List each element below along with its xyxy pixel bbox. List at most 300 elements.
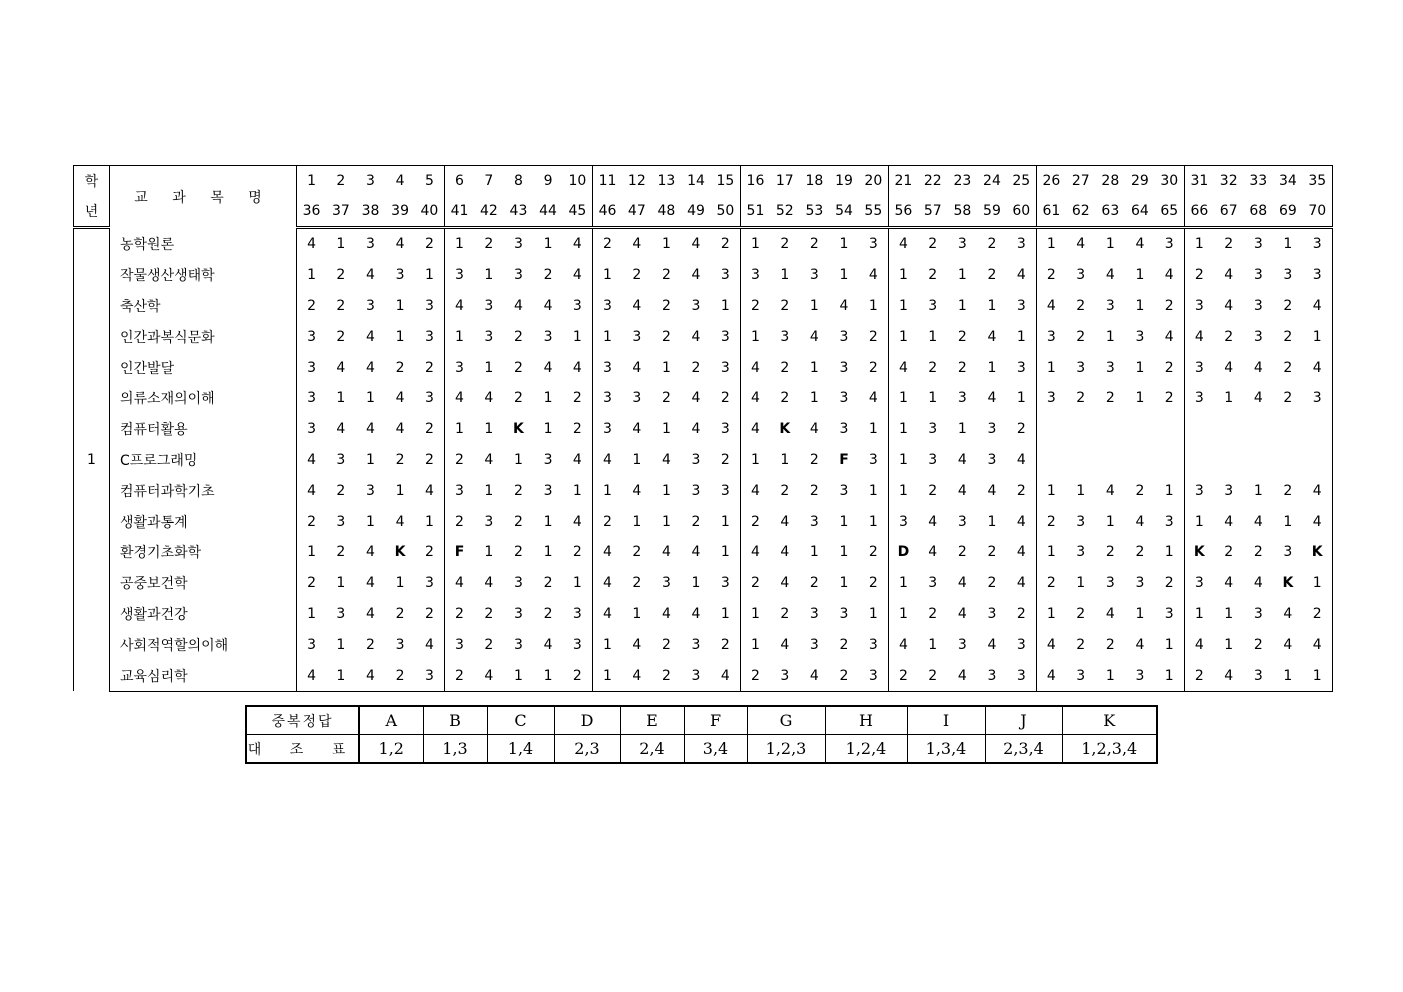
answer-cell: 1 (307, 267, 316, 284)
answer-cell: 3 (1105, 575, 1115, 592)
answer-cell: 1 (484, 359, 494, 376)
answer-cell: 4 (1105, 267, 1115, 284)
subject-name: 의류소재의이해 (110, 383, 297, 414)
answer-cell: 3 (809, 513, 819, 530)
answer-cell: 2 (1283, 390, 1293, 407)
answer-cell: 2 (859, 568, 889, 599)
answer-cell: 2 (652, 660, 682, 691)
answer-cell: 2 (336, 267, 346, 284)
answer-cell: 1 (1046, 359, 1056, 376)
answer-cell: 1 (1194, 236, 1204, 253)
answer-cell: 3 (455, 482, 464, 499)
question-number: 44 (533, 196, 563, 228)
answer-cell: 2 (1283, 328, 1293, 345)
header-row-1 (74, 166, 1333, 197)
answer-cell: 4 (563, 352, 593, 383)
answer-cell: 4 (395, 513, 405, 530)
question-number: 8 (504, 166, 534, 197)
legend-value: 1,2,3,4 (1062, 735, 1157, 764)
answer-cell: 2 (1283, 359, 1293, 376)
answer-cell: 2 (859, 352, 889, 383)
question-number: 28 (1096, 166, 1126, 197)
answer-cell: 4 (632, 421, 642, 438)
answer-cell: 4 (1253, 390, 1263, 407)
answer-cell: 2 (1184, 660, 1214, 691)
answer-cell: 2 (1076, 636, 1086, 653)
answer-cell: 3 (1135, 328, 1145, 345)
question-number: 18 (800, 166, 830, 197)
answer-cell: 2 (661, 390, 671, 407)
answer-cell: 3 (1253, 605, 1263, 622)
answer-cell: 4 (898, 359, 908, 376)
answer-cell: 2 (455, 451, 464, 468)
legend-code: B (423, 706, 487, 735)
answer-cell: 3 (415, 568, 445, 599)
answer-cell: 2 (780, 236, 790, 253)
answer-cell: 2 (513, 359, 523, 376)
answer-cell: 3 (661, 575, 671, 592)
question-number: 56 (888, 196, 918, 228)
answer-cell: 3 (691, 636, 701, 653)
table-row (74, 383, 1333, 414)
question-number: 7 (474, 166, 504, 197)
answer-cell: 2 (1046, 513, 1056, 530)
subject-header: 교 과 목 명 (110, 166, 297, 228)
answer-cell: 3 (603, 297, 612, 314)
answer-cell: 4 (691, 390, 701, 407)
answer-cell: 3 (1007, 352, 1037, 383)
question-number: 31 (1184, 166, 1214, 197)
answer-cell: 3 (1155, 506, 1185, 537)
answer-cell: 1 (928, 328, 938, 345)
answer-cell: 2 (444, 660, 474, 691)
answer-cell: 1 (307, 544, 316, 561)
answer-cell: 2 (888, 660, 918, 691)
answer-cell: 3 (336, 513, 346, 530)
question-number: 11 (592, 166, 622, 197)
answer-cell: 2 (563, 383, 593, 414)
question-number: 55 (859, 196, 889, 228)
answer-cell: 3 (1253, 328, 1263, 345)
answer-cell: 1 (592, 660, 622, 691)
answer-cell: 4 (1155, 321, 1185, 352)
answer-cell: 1 (366, 390, 375, 407)
answer-cell: 2 (987, 267, 997, 284)
answer-cell: 4 (366, 544, 375, 561)
answer-cell: 2 (307, 575, 316, 592)
answer-cell: 2 (415, 537, 445, 568)
answer-cell: 1 (750, 605, 760, 622)
answer-cell: 2 (484, 236, 494, 253)
multiple-answer-legend-table (245, 705, 1158, 764)
answer-cell: 4 (1007, 445, 1037, 476)
answer-cell: 2 (366, 636, 375, 653)
answer-cell: 4 (366, 267, 375, 284)
answer-cell: 4 (484, 451, 494, 468)
answer-cell: 1 (1105, 513, 1115, 530)
answer-cell: 4 (691, 544, 701, 561)
answer-cell: 3 (839, 390, 849, 407)
answer-cell: 4 (1135, 236, 1145, 253)
answer-cell: 2 (711, 383, 741, 414)
answer-cell: 4 (948, 660, 978, 691)
answer-cell: 3 (513, 236, 523, 253)
answer-cell: 4 (957, 605, 967, 622)
answer-cell: 1 (898, 482, 908, 499)
answer-cell: 4 (691, 605, 701, 622)
answer-cell: 4 (750, 544, 760, 561)
answer-cell: 3 (484, 513, 494, 530)
answer-cell: D (897, 544, 910, 561)
answer-cell: 3 (957, 390, 967, 407)
answer-cell: 1 (484, 544, 494, 561)
answer-cell: 3 (1224, 482, 1234, 499)
answer-cell: 3 (839, 421, 849, 438)
answer-cell: 1 (1096, 660, 1126, 691)
table-row (74, 414, 1333, 445)
answer-cell: 1 (1135, 267, 1145, 284)
answer-cell: 3 (1253, 297, 1263, 314)
answer-cell: 4 (1253, 575, 1263, 592)
question-number: 23 (948, 166, 978, 197)
answer-cell: 3 (1066, 660, 1096, 691)
answer-cell: 2 (455, 605, 464, 622)
answer-cell: 2 (928, 267, 938, 284)
answer-cell: 1 (455, 328, 464, 345)
answer-cell: 2 (336, 482, 346, 499)
answer-cell: 2 (1283, 482, 1293, 499)
answer-cell: 3 (1105, 359, 1115, 376)
answer-cell: 4 (1224, 267, 1234, 284)
question-number: 17 (770, 166, 800, 197)
answer-cell: 4 (780, 575, 790, 592)
answer-cell: 2 (750, 513, 760, 530)
question-number: 66 (1184, 196, 1214, 228)
answer-cell: 1 (661, 421, 671, 438)
answer-cell: 2 (1135, 544, 1145, 561)
answer-cell (1036, 445, 1066, 476)
answer-cell: 4 (366, 421, 375, 438)
answer-cell: 1 (632, 451, 642, 468)
question-number: 48 (652, 196, 682, 228)
answer-cell: 1 (780, 267, 790, 284)
year-header: 학 (74, 166, 110, 197)
answer-cell: 1 (957, 267, 967, 284)
answer-cell: 1 (533, 660, 563, 691)
answer-cell: 1 (711, 506, 741, 537)
answer-cell: 2 (563, 660, 593, 691)
answer-cell: 3 (307, 328, 316, 345)
answer-cell: 2 (415, 228, 445, 260)
answer-cell: 4 (1303, 475, 1333, 506)
answer-cell: 4 (563, 506, 593, 537)
answer-cell: 1 (563, 568, 593, 599)
answer-cell: 1 (484, 421, 494, 438)
question-number: 67 (1214, 196, 1244, 228)
answer-cell: 2 (809, 575, 819, 592)
answer-cell: 3 (859, 629, 889, 660)
question-number: 64 (1125, 196, 1155, 228)
answer-cell: 4 (898, 636, 908, 653)
legend-value: 1,2,3 (747, 735, 825, 764)
answer-cell: 1 (1224, 390, 1234, 407)
answer-cell: 4 (603, 451, 612, 468)
answer-cell: 3 (1007, 228, 1037, 260)
question-number: 42 (474, 196, 504, 228)
question-number: 30 (1155, 166, 1185, 197)
answer-cell: 4 (1283, 605, 1293, 622)
answer-cell: 3 (484, 297, 494, 314)
answer-cell (1096, 445, 1126, 476)
answer-cell: 4 (859, 260, 889, 291)
table-row (74, 321, 1333, 352)
answer-cell: 1 (336, 575, 346, 592)
answer-cell: 3 (415, 291, 445, 322)
legend-code: J (985, 706, 1062, 735)
answer-cell: 2 (513, 482, 523, 499)
answer-cell: 3 (366, 482, 375, 499)
answer-cell: 1 (455, 421, 464, 438)
answer-cell: K (779, 421, 791, 438)
answer-cell: 3 (928, 451, 938, 468)
answer-cell: 3 (415, 660, 445, 691)
answer-cell: 1 (326, 660, 356, 691)
year-cell: 1 (74, 228, 110, 692)
answer-cell: 1 (711, 291, 741, 322)
answer-cell: 1 (661, 482, 671, 499)
answer-cell: 1 (543, 421, 553, 438)
answer-cell: K (1282, 575, 1294, 592)
answer-cell: 2 (711, 629, 741, 660)
answer-cell: 4 (928, 513, 938, 530)
answer-cell: 1 (898, 605, 908, 622)
question-number: 27 (1066, 166, 1096, 197)
subject-name: 농학원론 (110, 228, 297, 260)
answer-cell: 4 (307, 451, 316, 468)
legend-value: 1,4 (487, 735, 554, 764)
answer-cell: 3 (1194, 575, 1204, 592)
question-number: 46 (592, 196, 622, 228)
question-number: 5 (415, 166, 445, 197)
answer-cell: 2 (1224, 236, 1234, 253)
answer-cell: 2 (563, 537, 593, 568)
answer-cell: 2 (1155, 383, 1185, 414)
answer-cell: 4 (691, 421, 701, 438)
answer-cell: 1 (1046, 605, 1056, 622)
answer-cell: 2 (1135, 482, 1145, 499)
answer-cell: K (1193, 544, 1205, 561)
table-row (74, 352, 1333, 383)
answer-cell: 1 (809, 297, 819, 314)
answer-cell: 1 (307, 605, 316, 622)
answer-cell: 3 (1303, 228, 1333, 260)
answer-cell: 1 (809, 544, 819, 561)
legend-code: I (907, 706, 985, 735)
answer-cell: 2 (1046, 267, 1056, 284)
answer-cell: 2 (395, 605, 405, 622)
answer-cell: 1 (632, 513, 642, 530)
legend-value: 2,3 (554, 735, 620, 764)
answer-cell: 3 (987, 451, 997, 468)
answer-cell: 3 (859, 228, 889, 260)
answer-cell: 1 (563, 321, 593, 352)
answer-cell: 2 (395, 451, 405, 468)
question-number: 1 (297, 166, 327, 197)
table-row (74, 629, 1333, 660)
answer-cell: 1 (661, 359, 671, 376)
answer-cell: 2 (918, 660, 948, 691)
answer-cell: 4 (987, 390, 997, 407)
legend-value: 1,3,4 (907, 735, 985, 764)
answer-cell: 2 (395, 359, 405, 376)
answer-cell: 1 (957, 421, 967, 438)
answer-cell: 2 (957, 544, 967, 561)
question-number: 57 (918, 196, 948, 228)
answer-cell: 3 (1155, 228, 1185, 260)
answer-cell: 1 (809, 359, 819, 376)
answer-cell: 3 (977, 660, 1007, 691)
question-number: 40 (415, 196, 445, 228)
answer-cell: 3 (632, 328, 642, 345)
question-number: 49 (681, 196, 711, 228)
answer-cell: 3 (415, 383, 445, 414)
answer-cell: 2 (859, 321, 889, 352)
answer-cell: 3 (336, 605, 346, 622)
answer-cell: 3 (1194, 297, 1204, 314)
answer-cell: 1 (691, 575, 701, 592)
answer-cell: 2 (603, 236, 612, 253)
legend-code: C (487, 706, 554, 735)
legend-title: 중복정답 (246, 706, 359, 735)
answer-cell: 4 (632, 359, 642, 376)
answer-cell: 1 (859, 414, 889, 445)
answer-cell: 1 (898, 267, 908, 284)
answer-cell: 3 (395, 636, 405, 653)
answer-cell: 2 (1194, 267, 1204, 284)
answer-cell: 4 (632, 636, 642, 653)
answer-cell: 1 (1007, 383, 1037, 414)
answer-cell: 3 (1007, 629, 1037, 660)
answer-cell: 1 (750, 451, 760, 468)
answer-cell: 1 (661, 236, 671, 253)
answer-cell: 1 (1105, 236, 1115, 253)
answer-cell: 4 (1303, 291, 1333, 322)
answer-cell: 4 (1105, 605, 1115, 622)
answer-cell: 1 (603, 482, 612, 499)
question-number: 21 (888, 166, 918, 197)
answer-cell: 2 (859, 537, 889, 568)
answer-cell: 4 (750, 390, 760, 407)
answer-cell: 3 (839, 328, 849, 345)
answer-cell: 1 (395, 482, 405, 499)
answer-cell: 2 (1076, 328, 1086, 345)
answer-cell: 4 (366, 359, 375, 376)
answer-cell: 1 (1046, 544, 1056, 561)
answer-cell: 1 (543, 544, 553, 561)
answer-cell: 1 (898, 451, 908, 468)
answer-cell: 2 (415, 352, 445, 383)
answer-cell: K (394, 544, 406, 561)
legend-code: H (825, 706, 907, 735)
answer-cell: 4 (691, 236, 701, 253)
answer-cell: 4 (1224, 359, 1234, 376)
answer-cell: 2 (987, 575, 997, 592)
question-number: 37 (326, 196, 356, 228)
answer-cell: 4 (366, 605, 375, 622)
answer-cell: 1 (1194, 513, 1204, 530)
answer-cell: 1 (1283, 513, 1293, 530)
answer-cell: 4 (957, 451, 967, 468)
answer-cell: 4 (661, 451, 671, 468)
answer-cell: 4 (987, 482, 997, 499)
question-number: 26 (1036, 166, 1066, 197)
legend-code: E (620, 706, 684, 735)
question-number: 61 (1036, 196, 1066, 228)
answer-cell: 4 (780, 513, 790, 530)
subject-name: 축산학 (110, 291, 297, 322)
answer-cell: 2 (661, 267, 671, 284)
year-header: 년 (74, 196, 110, 228)
table-row (74, 291, 1333, 322)
answer-cell: 1 (859, 506, 889, 537)
answer-cell: 4 (1046, 297, 1056, 314)
question-number: 68 (1244, 196, 1274, 228)
answer-cell: 1 (563, 475, 593, 506)
answer-cell: 4 (1046, 636, 1056, 653)
answer-cell: 4 (1303, 629, 1333, 660)
answer-cell: 1 (898, 390, 908, 407)
answer-cell: 3 (366, 236, 375, 253)
answer-cell: 4 (780, 544, 790, 561)
answer-cell: 3 (957, 513, 967, 530)
answer-cell: 4 (543, 636, 553, 653)
answer-cell: 2 (543, 605, 553, 622)
question-number: 59 (977, 196, 1007, 228)
answer-cell: 1 (504, 660, 534, 691)
answer-cell: 3 (1007, 291, 1037, 322)
question-number: 10 (563, 166, 593, 197)
answer-cell: 4 (1303, 352, 1333, 383)
answer-cell: 4 (1036, 660, 1066, 691)
answer-cell: 1 (928, 390, 938, 407)
answer-cell: 2 (928, 605, 938, 622)
answer-cell: 4 (839, 297, 849, 314)
answer-cell: 4 (415, 629, 445, 660)
legend-code: G (747, 706, 825, 735)
answer-cell: 2 (1155, 568, 1185, 599)
subject-name: 환경기초화학 (110, 537, 297, 568)
answer-cell: 3 (1194, 390, 1204, 407)
answer-cell: 2 (513, 513, 523, 530)
answer-cell: 1 (1155, 537, 1185, 568)
answer-cell: 4 (395, 421, 405, 438)
answer-cell: 4 (563, 445, 593, 476)
answer-cell: 3 (513, 267, 523, 284)
question-number: 19 (829, 166, 859, 197)
answer-cell: 2 (484, 605, 494, 622)
question-number: 65 (1155, 196, 1185, 228)
answer-cell: 3 (1283, 267, 1293, 284)
answer-cell: 2 (809, 451, 819, 468)
answer-cell: 1 (1303, 660, 1333, 691)
answer-cell: 4 (484, 390, 494, 407)
answer-cell: 3 (839, 482, 849, 499)
answer-cell: 4 (1135, 513, 1145, 530)
answer-cell: 4 (563, 260, 593, 291)
answer-cell: 1 (1155, 629, 1185, 660)
answer-cell: 3 (1303, 383, 1333, 414)
answer-cell: 1 (1076, 575, 1086, 592)
